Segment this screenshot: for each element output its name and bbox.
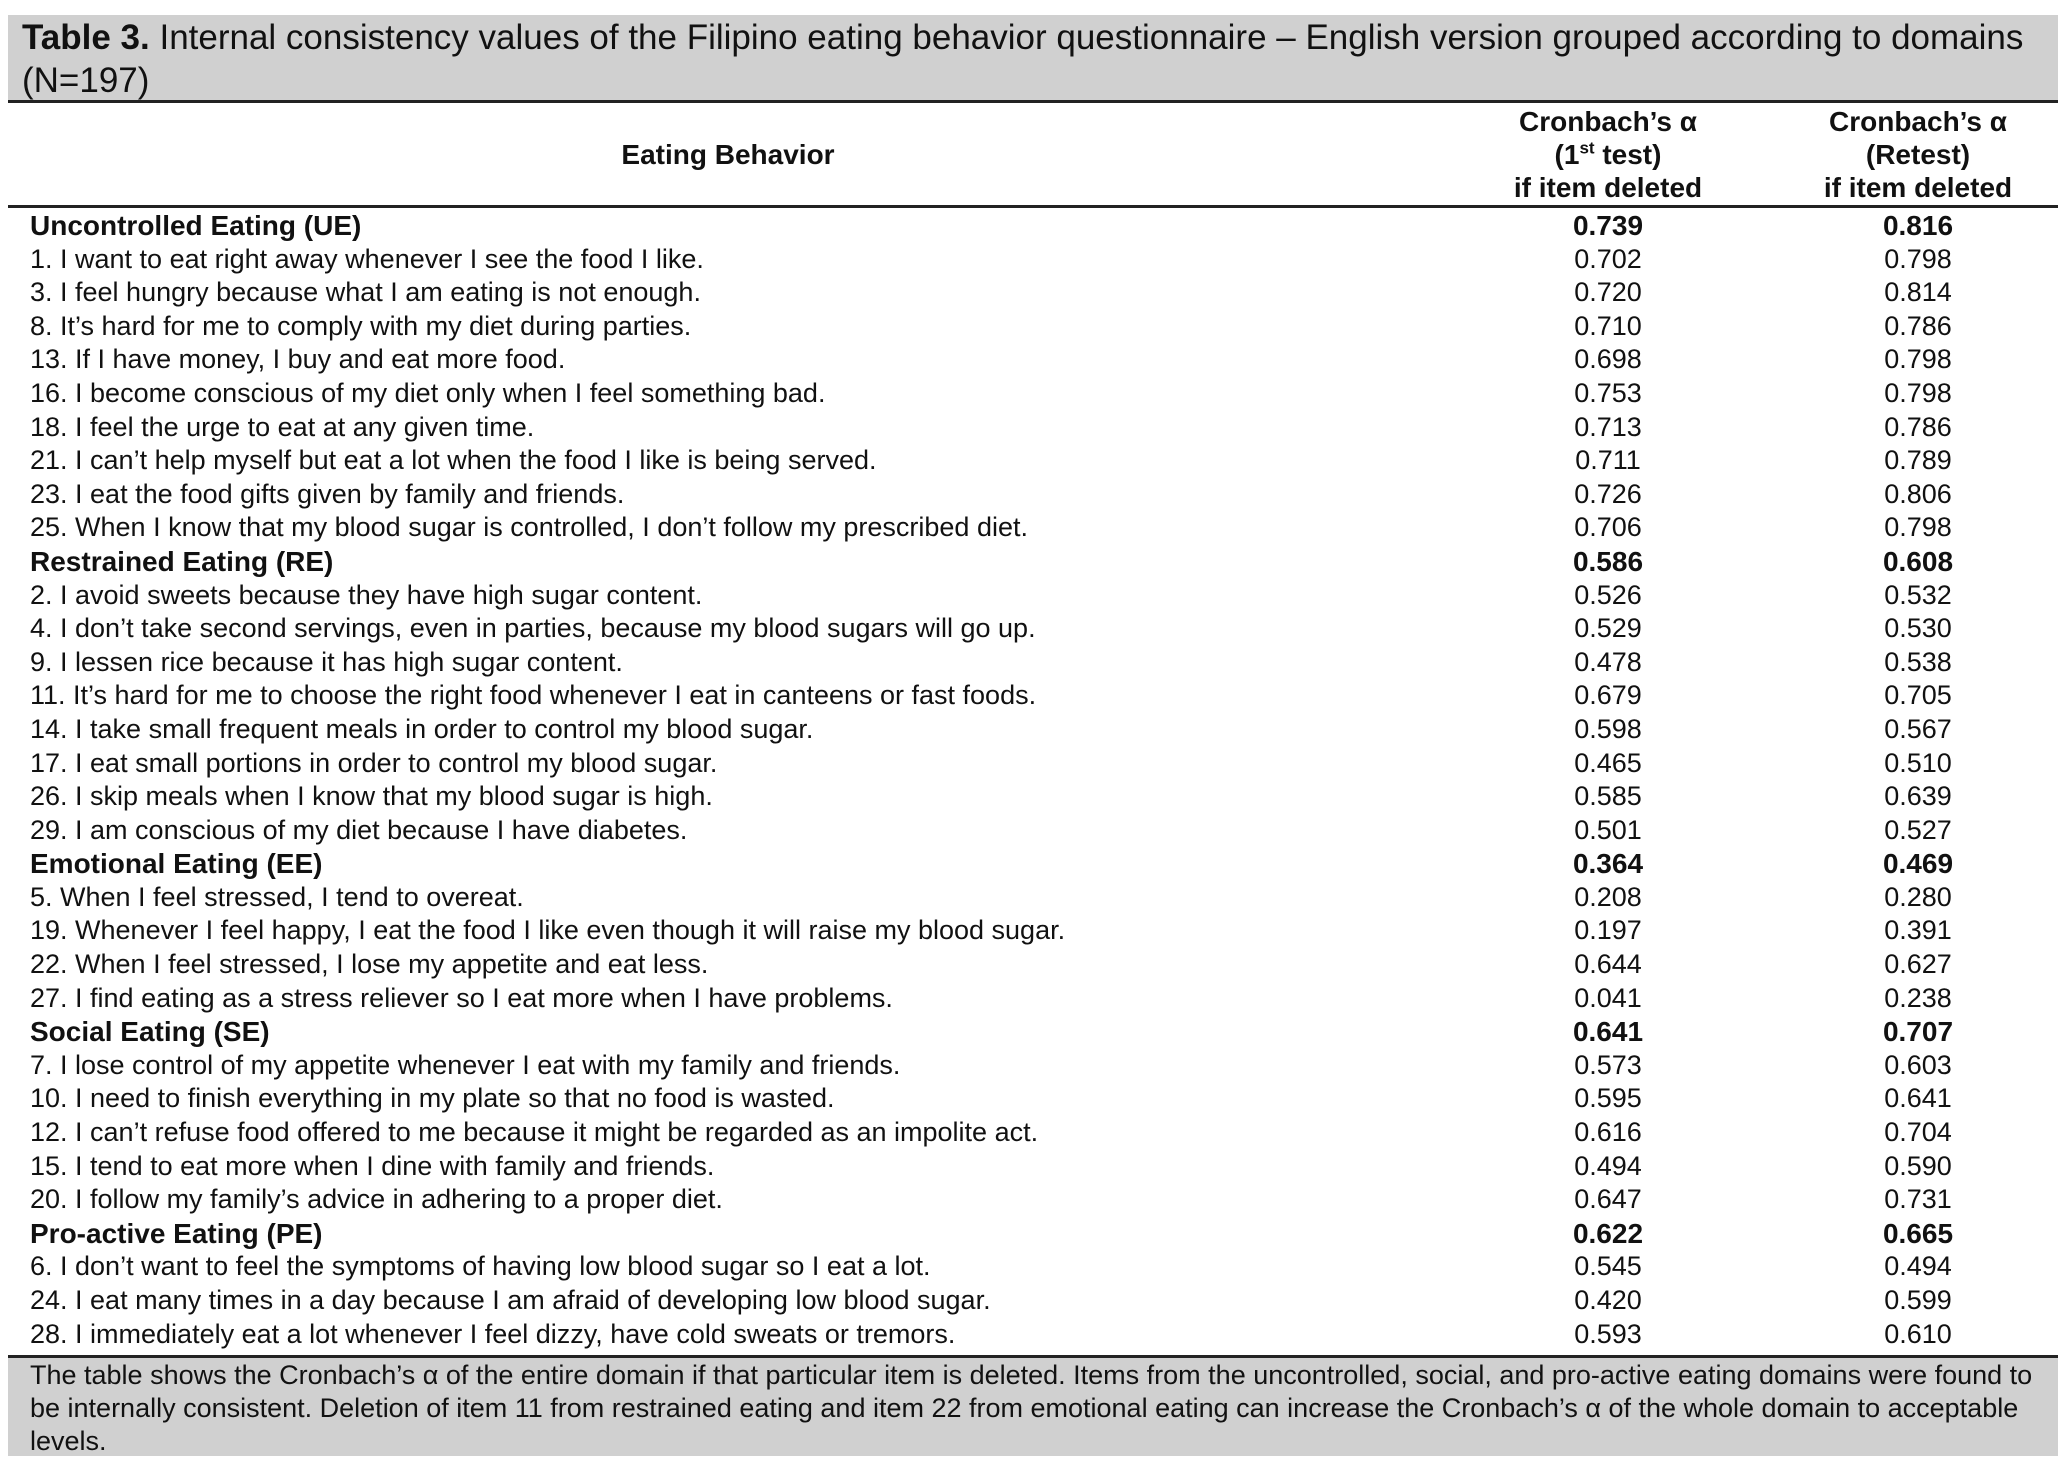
domain-row (8, 1217, 2058, 1251)
alpha-first-test: 0.197 (1574, 915, 1642, 946)
table-row (8, 310, 2058, 344)
item-label: 27. I find eating as a stress reliever so I eat more when I have problems. (30, 982, 893, 1013)
alpha-first-test: 0.041 (1574, 982, 1642, 1013)
header-eating-behavior (8, 105, 1448, 205)
table-row (8, 814, 2058, 848)
alpha-retest: 0.641 (1884, 1083, 1952, 1114)
item-label: 28. I immediately eat a lot whenever I feel dizzy, have cold sweats or tremors. (30, 1318, 956, 1349)
alpha-first-test: 0.586 (1572, 545, 1644, 577)
alpha-first-test: 0.641 (1572, 1016, 1644, 1048)
table-row (8, 1150, 2058, 1184)
footnote-text: The table shows the Cronbach’s α of the entire domain if that particular item is deleted. Items from the uncontrolled, social, and pro-active eating domains were found to be internally consistent. Deletion of item 11 from restrained eating and item 22 from emotional eating can increase the Cronbach’s α of the whole domain to acceptable levels. (30, 1360, 2033, 1456)
item-label: 8. It’s hard for me to comply with my diet during parties. (30, 310, 692, 341)
table-label: Table 3. (22, 18, 150, 57)
table-footnote (8, 1355, 2058, 1456)
alpha-first-test: 0.585 (1574, 781, 1642, 812)
alpha-first-test: 0.616 (1574, 1117, 1642, 1148)
alpha-retest: 0.798 (1884, 377, 1952, 408)
table-row (8, 511, 2058, 545)
table-row (8, 747, 2058, 781)
alpha-first-test: 0.478 (1574, 646, 1642, 677)
item-label: 14. I take small frequent meals in order to control my blood sugar. (30, 713, 814, 744)
alpha-retest: 0.665 (1882, 1217, 1954, 1249)
table-title: Internal consistency values of the Filipino eating behavior questionnaire – English version grouped according to domains (N=197) (22, 18, 2024, 100)
alpha-first-test: 0.208 (1574, 881, 1642, 912)
header-col2-line3: if item deleted (1823, 172, 2013, 203)
domain-label: Restrained Eating (RE) (30, 545, 334, 577)
alpha-retest: 0.627 (1884, 949, 1952, 980)
item-label: 1. I want to eat right away whenever I see the food I like. (30, 243, 704, 274)
alpha-first-test: 0.753 (1574, 377, 1642, 408)
item-label: 3. I feel hungry because what I am eating is not enough. (30, 277, 701, 308)
domain-row (8, 847, 2058, 881)
table-row (8, 478, 2058, 512)
alpha-first-test: 0.420 (1574, 1285, 1642, 1315)
item-label: 22. When I feel stressed, I lose my appetite and eat less. (30, 949, 709, 980)
item-label: 17. I eat small portions in order to control my blood sugar. (30, 747, 718, 778)
alpha-first-test: 0.598 (1574, 713, 1642, 744)
alpha-first-test: 0.526 (1574, 579, 1642, 610)
domain-row (8, 545, 2058, 579)
item-label: 5. When I feel stressed, I tend to overeat. (30, 881, 524, 912)
item-label: 4. I don’t take second servings, even in parties, because my blood sugars will go up. (30, 613, 1036, 644)
header-alpha-first-test (1478, 105, 1738, 205)
alpha-first-test: 0.595 (1574, 1083, 1642, 1114)
alpha-retest: 0.391 (1884, 915, 1952, 946)
alpha-retest: 0.469 (1882, 848, 1954, 880)
alpha-retest: 0.280 (1884, 881, 1952, 912)
table-row (8, 1318, 2058, 1352)
table-row (8, 948, 2058, 982)
alpha-retest: 0.608 (1882, 545, 1954, 577)
item-label: 19. Whenever I feel happy, I eat the food I like even though it will raise my blood sugar. (30, 915, 1066, 946)
alpha-retest: 0.639 (1884, 781, 1952, 812)
alpha-first-test: 0.713 (1574, 411, 1642, 442)
alpha-retest: 0.798 (1884, 344, 1952, 375)
domain-label: Pro-active Eating (PE) (30, 1217, 323, 1249)
alpha-retest: 0.590 (1884, 1150, 1952, 1181)
table-caption (8, 15, 2058, 103)
alpha-retest: 0.610 (1884, 1318, 1952, 1349)
item-label: 29. I am conscious of my diet because I have diabetes. (30, 814, 688, 845)
header-col2-line2: (Retest) (1865, 139, 1971, 170)
item-label: 25. When I know that my blood sugar is controlled, I don’t follow my prescribed diet. (30, 512, 1028, 543)
alpha-first-test: 0.710 (1574, 310, 1642, 341)
alpha-retest: 0.806 (1884, 478, 1952, 509)
alpha-first-test: 0.622 (1572, 1217, 1644, 1249)
item-label: 26. I skip meals when I know that my blood sugar is high. (30, 781, 713, 812)
item-label: 13. If I have money, I buy and eat more food. (30, 344, 566, 375)
alpha-retest: 0.707 (1882, 1016, 1954, 1048)
alpha-retest: 0.510 (1884, 747, 1952, 778)
domain-label: Social Eating (SE) (30, 1016, 270, 1048)
table-row (8, 1183, 2058, 1217)
alpha-retest: 0.567 (1884, 713, 1952, 744)
table-row (8, 646, 2058, 680)
table-row (8, 276, 2058, 310)
table-row (8, 679, 2058, 713)
table-row (8, 713, 2058, 747)
alpha-first-test: 0.698 (1574, 344, 1642, 375)
alpha-first-test: 0.644 (1574, 949, 1642, 980)
table-row (8, 1284, 2058, 1318)
table-row (8, 1049, 2058, 1083)
alpha-retest: 0.786 (1884, 310, 1952, 341)
table-row (8, 444, 2058, 478)
alpha-retest: 0.599 (1884, 1285, 1952, 1315)
header-alpha-retest (1788, 105, 2048, 205)
item-label: 10. I need to finish everything in my plate so that no food is wasted. (30, 1083, 835, 1114)
table-row (8, 780, 2058, 814)
item-label: 9. I lessen rice because it has high sugar content. (30, 646, 623, 677)
item-label: 16. I become conscious of my diet only when I feel something bad. (30, 377, 826, 408)
table-row (8, 881, 2058, 915)
alpha-first-test: 0.465 (1574, 747, 1642, 778)
table-row (8, 1116, 2058, 1150)
alpha-retest: 0.798 (1884, 512, 1952, 543)
alpha-retest: 0.704 (1884, 1117, 1952, 1148)
alpha-first-test: 0.711 (1575, 445, 1641, 476)
table-row (8, 411, 2058, 445)
table-body (8, 209, 2058, 1351)
alpha-retest: 0.816 (1882, 210, 1954, 241)
item-label: 7. I lose control of my appetite whenever I eat with my family and friends. (30, 1049, 901, 1080)
header-eating-behavior-label: Eating Behavior (621, 139, 835, 170)
header-col1-line3: if item deleted (1513, 172, 1703, 203)
alpha-first-test: 0.593 (1574, 1318, 1642, 1349)
alpha-retest: 0.603 (1884, 1049, 1952, 1080)
header-col1-line2: (1st test) (1554, 138, 1662, 170)
alpha-first-test: 0.706 (1574, 512, 1642, 543)
table-row (8, 343, 2058, 377)
alpha-first-test: 0.501 (1574, 814, 1642, 845)
header-col1-line1: Cronbach’s α (1519, 106, 1697, 137)
table-row (8, 982, 2058, 1016)
alpha-retest: 0.786 (1884, 411, 1952, 442)
table-row (8, 1082, 2058, 1116)
alpha-first-test: 0.679 (1574, 680, 1642, 711)
alpha-retest: 0.705 (1884, 680, 1952, 711)
alpha-retest: 0.527 (1884, 814, 1952, 845)
alpha-first-test: 0.573 (1574, 1049, 1642, 1080)
alpha-retest: 0.494 (1884, 1251, 1952, 1282)
item-label: 21. I can’t help myself but eat a lot when the food I like is being served. (30, 445, 877, 476)
alpha-retest: 0.538 (1884, 646, 1952, 677)
item-label: 20. I follow my family’s advice in adhering to a proper diet. (30, 1184, 723, 1215)
alpha-retest: 0.798 (1884, 243, 1952, 274)
item-label: 11. It’s hard for me to choose the right food whenever I eat in canteens or fast foods. (30, 680, 1037, 711)
alpha-retest: 0.530 (1884, 613, 1952, 644)
alpha-first-test: 0.647 (1574, 1184, 1642, 1215)
domain-row (8, 1015, 2058, 1049)
alpha-retest: 0.814 (1884, 277, 1952, 308)
domain-label: Uncontrolled Eating (UE) (30, 210, 362, 241)
table-row (8, 1250, 2058, 1284)
table-row (8, 579, 2058, 613)
item-label: 6. I don’t want to feel the symptoms of having low blood sugar so I eat a lot. (30, 1251, 931, 1282)
item-label: 12. I can’t refuse food offered to me because it might be regarded as an impolite act. (30, 1117, 1039, 1148)
header-col2-line1: Cronbach’s α (1829, 106, 2007, 137)
domain-label: Emotional Eating (EE) (30, 848, 323, 880)
alpha-first-test: 0.545 (1574, 1251, 1642, 1282)
table-row (8, 377, 2058, 411)
item-label: 15. I tend to eat more when I dine with family and friends. (30, 1150, 715, 1181)
alpha-first-test: 0.720 (1574, 277, 1642, 308)
alpha-first-test: 0.726 (1574, 478, 1642, 509)
alpha-retest: 0.731 (1884, 1184, 1952, 1215)
alpha-retest: 0.789 (1884, 445, 1952, 476)
item-label: 24. I eat many times in a day because I am afraid of developing low blood sugar. (30, 1285, 991, 1315)
alpha-retest: 0.532 (1884, 579, 1952, 610)
table-row (8, 612, 2058, 646)
domain-row (8, 209, 2058, 243)
item-label: 23. I eat the food gifts given by family and friends. (30, 478, 625, 509)
table-row (8, 914, 2058, 948)
alpha-first-test: 0.364 (1572, 848, 1644, 880)
alpha-first-test: 0.494 (1574, 1150, 1642, 1181)
item-label: 2. I avoid sweets because they have high sugar content. (30, 579, 703, 610)
alpha-first-test: 0.529 (1574, 613, 1642, 644)
alpha-retest: 0.238 (1884, 982, 1952, 1013)
header-divider (8, 205, 2058, 208)
item-label: 18. I feel the urge to eat at any given time. (30, 411, 535, 442)
table-row (8, 243, 2058, 277)
alpha-first-test: 0.739 (1572, 210, 1644, 241)
alpha-first-test: 0.702 (1574, 243, 1642, 274)
